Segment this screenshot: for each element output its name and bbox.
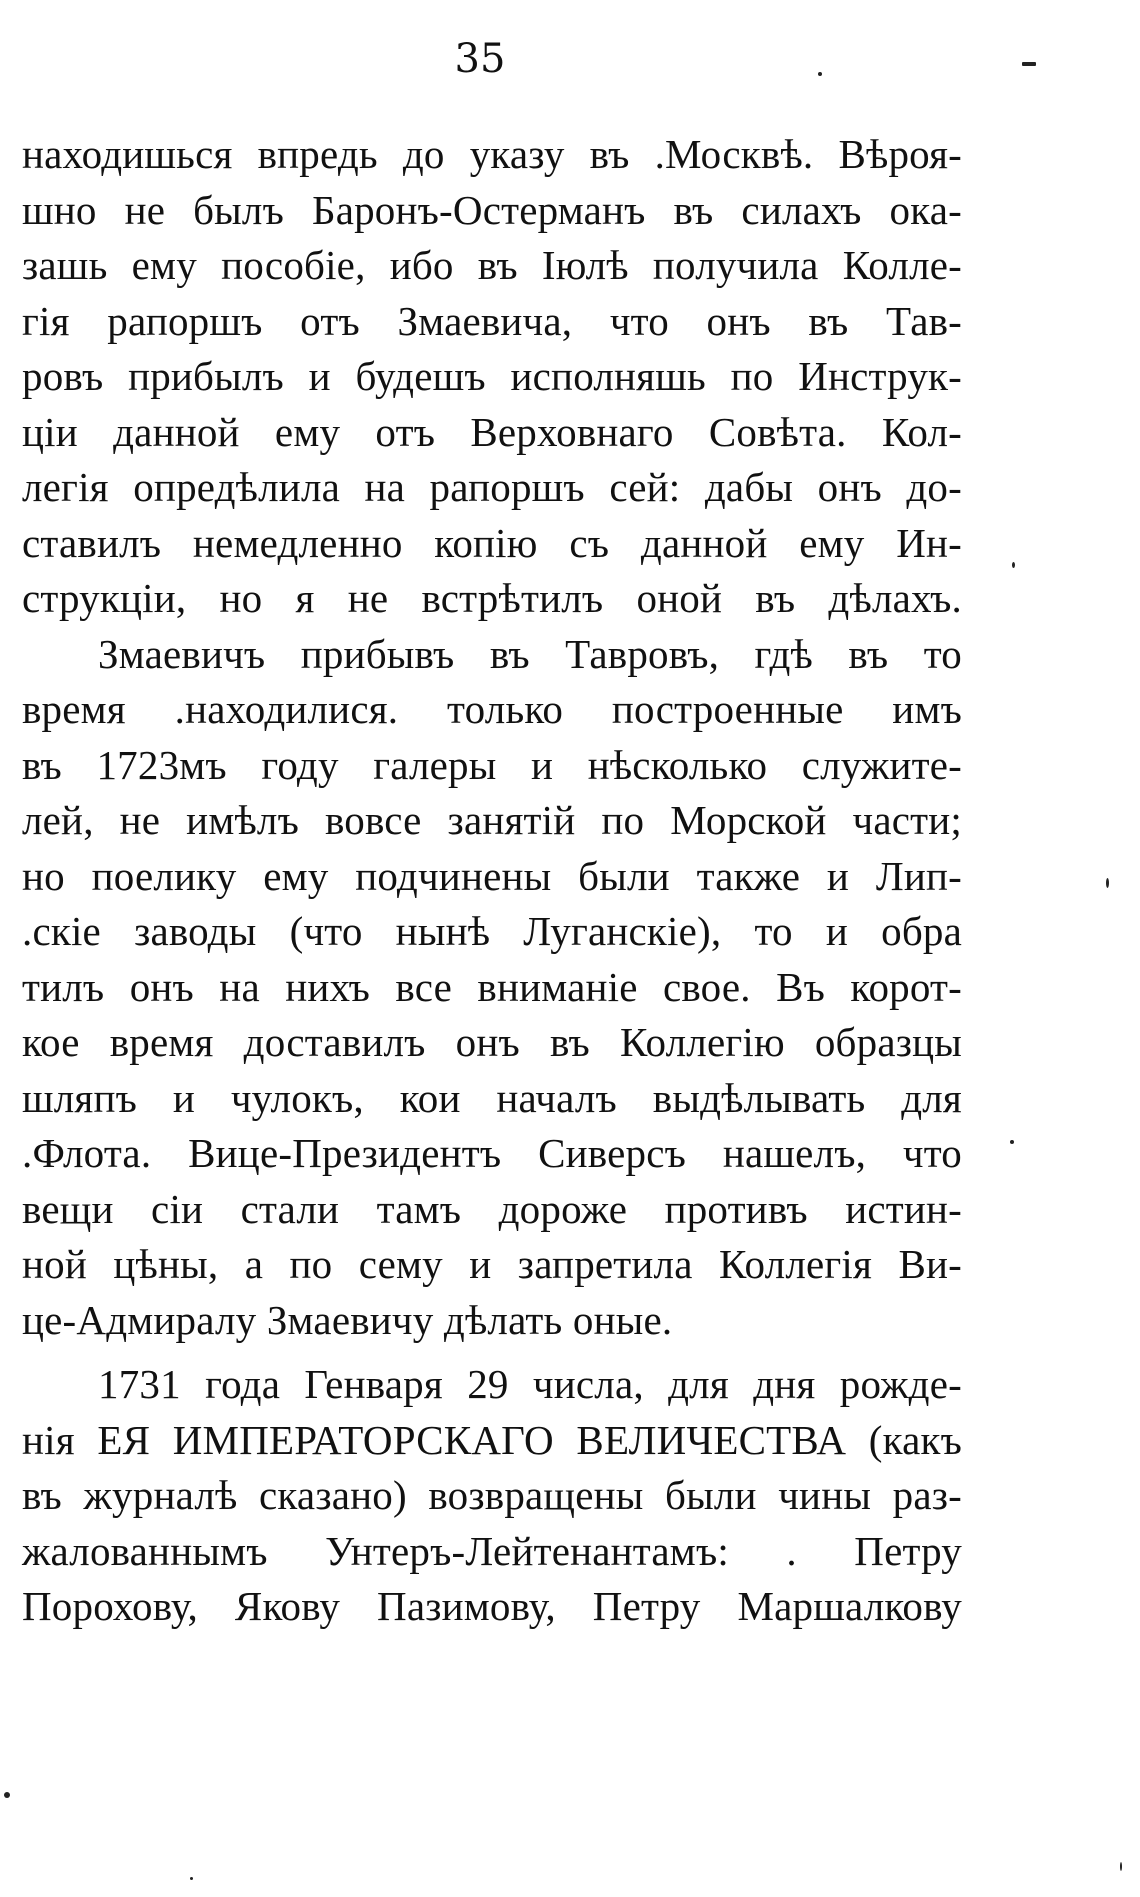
text-line: ровъ прибылъ и будешъ исполняшь по Инструк-	[22, 353, 962, 399]
scan-speck	[190, 1877, 193, 1880]
text-line: но поелику ему подчинены были также и Лип-	[22, 852, 962, 899]
text-line: ной цѣны, а по сему и запретила Коллегія Ви-	[22, 1241, 962, 1287]
text-line: находишься впредь до указу въ .Москвѣ. Вѣроя-	[22, 131, 962, 177]
scan-speck	[1106, 878, 1109, 888]
scan-speck	[1012, 562, 1015, 568]
text-line: зашь ему пособіе, ибо въ Іюлѣ получила Колле-	[22, 242, 962, 288]
text-line: въ журналѣ сказано) возвращены были чины раз-	[22, 1472, 962, 1518]
text-line: время .находилися. только построенные имъ	[22, 686, 962, 732]
text-line: въ 1723мъ году галеры и нѣсколько служите-	[22, 741, 962, 788]
text-line: 1731 года Генваря 29 числа, для дня рожде-	[98, 1361, 962, 1407]
page-number: 35	[454, 36, 506, 82]
scan-speck	[818, 72, 822, 76]
paragraph-gap	[22, 1348, 962, 1357]
text-line: вещи сіи стали тамъ дороже противъ истин-	[22, 1185, 962, 1232]
text-line: ставилъ немедленно копію съ данной ему Ин-	[22, 519, 962, 566]
body-text	[22, 127, 962, 1635]
text-line: Змаевичъ прибывъ въ Тавровъ, гдѣ въ то	[98, 630, 962, 677]
text-line: шно не былъ Баронъ-Остерманъ въ силахъ ока-	[22, 186, 962, 233]
text-line: це-Адмиралу Змаевичу дѣлать оные.	[22, 1296, 673, 1343]
scan-speck	[4, 1792, 10, 1798]
text-line: легія опредѣлила на рапоршъ сей: дабы онъ до-	[22, 464, 962, 510]
text-line: тилъ онъ на нихъ все вниманіе свое. Въ корот-	[22, 963, 962, 1010]
scan-speck	[1120, 1862, 1122, 1871]
text-line: нія ЕЯ ИМПЕРАТОРСКАГО ВЕЛИЧЕСТВА (какъ	[22, 1416, 962, 1463]
text-line: лей, не имѣлъ вовсе занятій по Морской части;	[22, 797, 962, 843]
text-line: струкціи, но я не встрѣтилъ оной въ дѣлахъ.	[22, 575, 962, 621]
text-line: гія рапоршъ отъ Змаевича, что онъ въ Тав-	[22, 297, 962, 344]
scan-speck	[1022, 62, 1036, 66]
text-line: .скіе заводы (что нынѣ Луганскіе), то и обра	[22, 908, 962, 954]
text-line: шляпъ и чулокъ, кои началъ выдѣлывать для	[22, 1074, 962, 1121]
text-line: жалованнымъ Унтеръ-Лейтенантамъ: . Петру	[22, 1527, 962, 1574]
text-line: Порохову, Якову Пазимову, Петру Маршалкову	[22, 1583, 962, 1629]
text-line: .Флота. Вице-Президентъ Сиверсъ нашелъ, что	[22, 1130, 962, 1176]
scan-speck	[1010, 1140, 1014, 1144]
text-line: кое время доставилъ онъ въ Коллегію образцы	[22, 1019, 962, 1065]
text-line: ціи данной ему отъ Верховнаго Совѣта. Кол-	[22, 408, 962, 455]
